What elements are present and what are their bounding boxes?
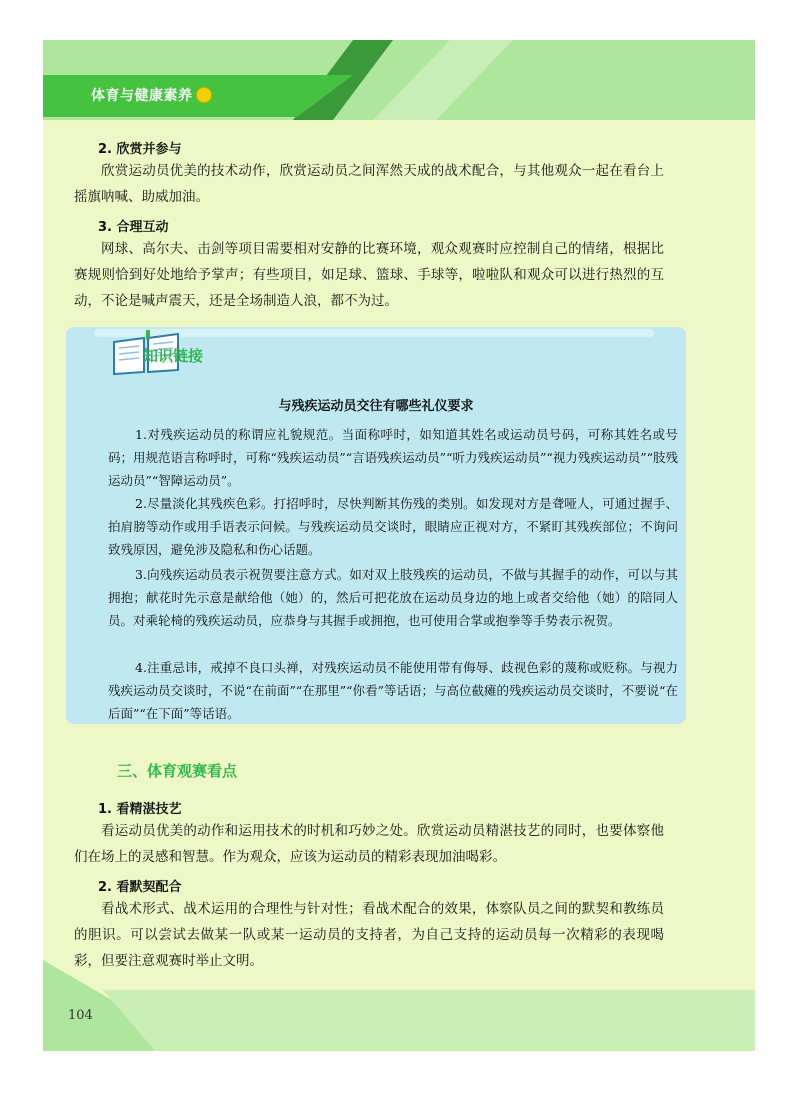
heading-appreciate: 2. 欣赏并参与 — [98, 142, 182, 157]
knowledge-item: 1.对残疾运动员的称谓应礼貌规范。当面称呼时，如知道其姓名或运动员号码，可称其姓名或号码；用规范语言称呼时，可称“残疾运动员”“言语残疾运动员”“听力残疾运动员”“视力残疾运动员”“肢残运动员”“智障运动员”。 — [108, 427, 679, 488]
paragraph-teamwork: 看战术形式、战术运用的合理性与针对性；看战术配合的效果，体察队员之间的默契和教练员的胆识。可以尝试去做某一队或某一运动员的支持者，为自己支持的运动员每一次精彩的表现喝彩，但要注意观赛时举止文明。 — [74, 901, 664, 969]
paragraph-interaction: 网球、高尔夫、击剑等项目需要相对安静的比赛环境，观众观赛时应控制自己的情绪，根据比赛规则恰到好处地给予掌声；有些项目，如足球、篮球、手球等，啦啦队和观众可以进行热烈的互动，不论是喊声震天，还是全场制造人浪，都不为过。 — [74, 241, 664, 309]
footer-decoration-band — [103, 990, 755, 1051]
header-title — [91, 85, 212, 105]
header-title-text: 体育与健康素养 — [91, 88, 193, 104]
knowledge-link-title: 知识链接 — [143, 347, 204, 365]
knowledge-box-heading: 与残疾运动员交往有哪些礼仪要求 — [278, 399, 474, 414]
heading-skills: 1. 看精湛技艺 — [98, 802, 182, 817]
heading-interaction: 3. 合理互动 — [98, 220, 169, 235]
knowledge-item: 3.向残疾运动员表示祝贺要注意方式。如对双上肢残疾的运动员，不做与其握手的动作，可以与其拥抱；献花时先示意是献给他（她）的，然后可把花放在运动员身边的地上或者交给他（她）的陪同人员。对乘轮椅的残疾运动员，应恭身与其握手或拥抱，也可使用合掌或抱拳等手势表示祝贺。 — [108, 567, 678, 628]
badge-icon — [196, 87, 212, 103]
page-number: 104 — [68, 1008, 93, 1023]
paragraph-appreciate: 欣赏运动员优美的技术动作，欣赏运动员之间浑然天成的战术配合，与其他观众一起在看台上摇旗呐喊、助威加油。 — [74, 163, 664, 205]
knowledge-item: 2.尽量淡化其残疾色彩。打招呼时，尽快判断其伤残的类别。如发现对方是聋哑人，可通过握手、拍肩膀等动作或用手语表示问候。与残疾运动员交谈时，眼睛应正视对方，不紧盯其残疾部位；不询问致残原因，避免涉及隐私和伤心话题。 — [108, 496, 678, 557]
knowledge-item: 4.注重忌讳，戒掉不良口头禅，对残疾运动员不能使用带有侮辱、歧视色彩的蔑称或贬称。与视力残疾运动员交谈时，不说“在前面”“在那里”“你看”等话语；与高位截瘫的残疾运动员交谈时，不要说“在后面”“在下面”等话语。 — [108, 660, 678, 721]
paragraph-skills: 看运动员优美的动作和运用技术的时机和巧妙之处。欣赏运动员精湛技艺的同时，也要体察他们在场上的灵感和智慧。作为观众，应该为运动员的精彩表现加油喝彩。 — [74, 823, 664, 865]
section-title: 三、体育观赛看点 — [117, 762, 238, 780]
heading-teamwork: 2. 看默契配合 — [98, 880, 182, 895]
